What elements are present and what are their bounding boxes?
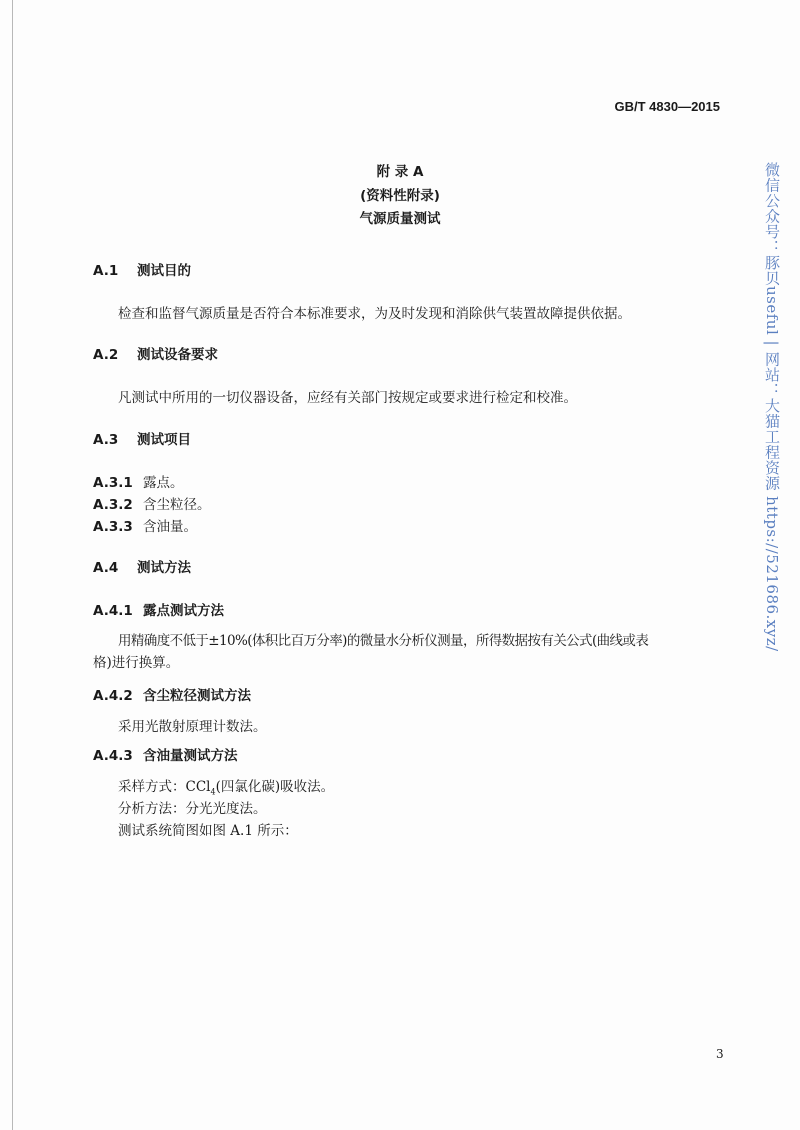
paragraph: 采用光散射原理计数法。 xyxy=(118,719,267,735)
paragraph: 检查和监督气源质量是否符合本标准要求，为及时发现和消除供气装置故障提供依据。 xyxy=(118,306,631,322)
section-heading: A.1 测试目的 xyxy=(93,263,191,279)
watermark: 微信公众号：豚贝useful | 网站：大猫工程资源 https://521686.xyz/ xyxy=(763,162,781,652)
subsection-heading: A.4.3 含油量测试方法 xyxy=(93,748,238,764)
paragraph: 格)进行换算。 xyxy=(93,655,180,671)
section-heading: A.4 测试方法 xyxy=(93,560,191,576)
paragraph: 采样方式：CCl$_4$(四氯化碳)吸收法。 xyxy=(118,779,335,797)
section-heading: A.2 测试设备要求 xyxy=(93,347,218,363)
paragraph: 用精确度不低于±10%(体积比百万分率)的微量水分析仪测量，所得数据按有关公式(曲线或表 xyxy=(118,633,649,649)
paragraph: 分析方法：分光光度法。 xyxy=(118,801,267,817)
list-item: A.3.3 含油量。 xyxy=(93,519,197,535)
section-heading: A.3 测试项目 xyxy=(93,432,191,448)
page-number: 3 xyxy=(716,1047,724,1061)
subsection-heading: A.4.1 露点测试方法 xyxy=(93,603,224,619)
list-item: A.3.2 含尘粒径。 xyxy=(93,497,211,513)
paragraph: 凡测试中所用的一切仪器设备，应经有关部门按规定或要求进行检定和校准。 xyxy=(118,390,577,406)
appendix-type: (资料性附录) xyxy=(360,188,440,204)
appendix-name: 气源质量测试 xyxy=(359,211,441,227)
subsection-heading: A.4.2 含尘粒径测试方法 xyxy=(93,688,251,704)
list-item: A.3.1 露点。 xyxy=(93,475,184,491)
paragraph: 测试系统简图如图 A.1 所示： xyxy=(118,823,298,839)
appendix-title: 附 录 A xyxy=(376,164,424,180)
standard-number: GB/T 4830—2015 xyxy=(614,99,720,114)
